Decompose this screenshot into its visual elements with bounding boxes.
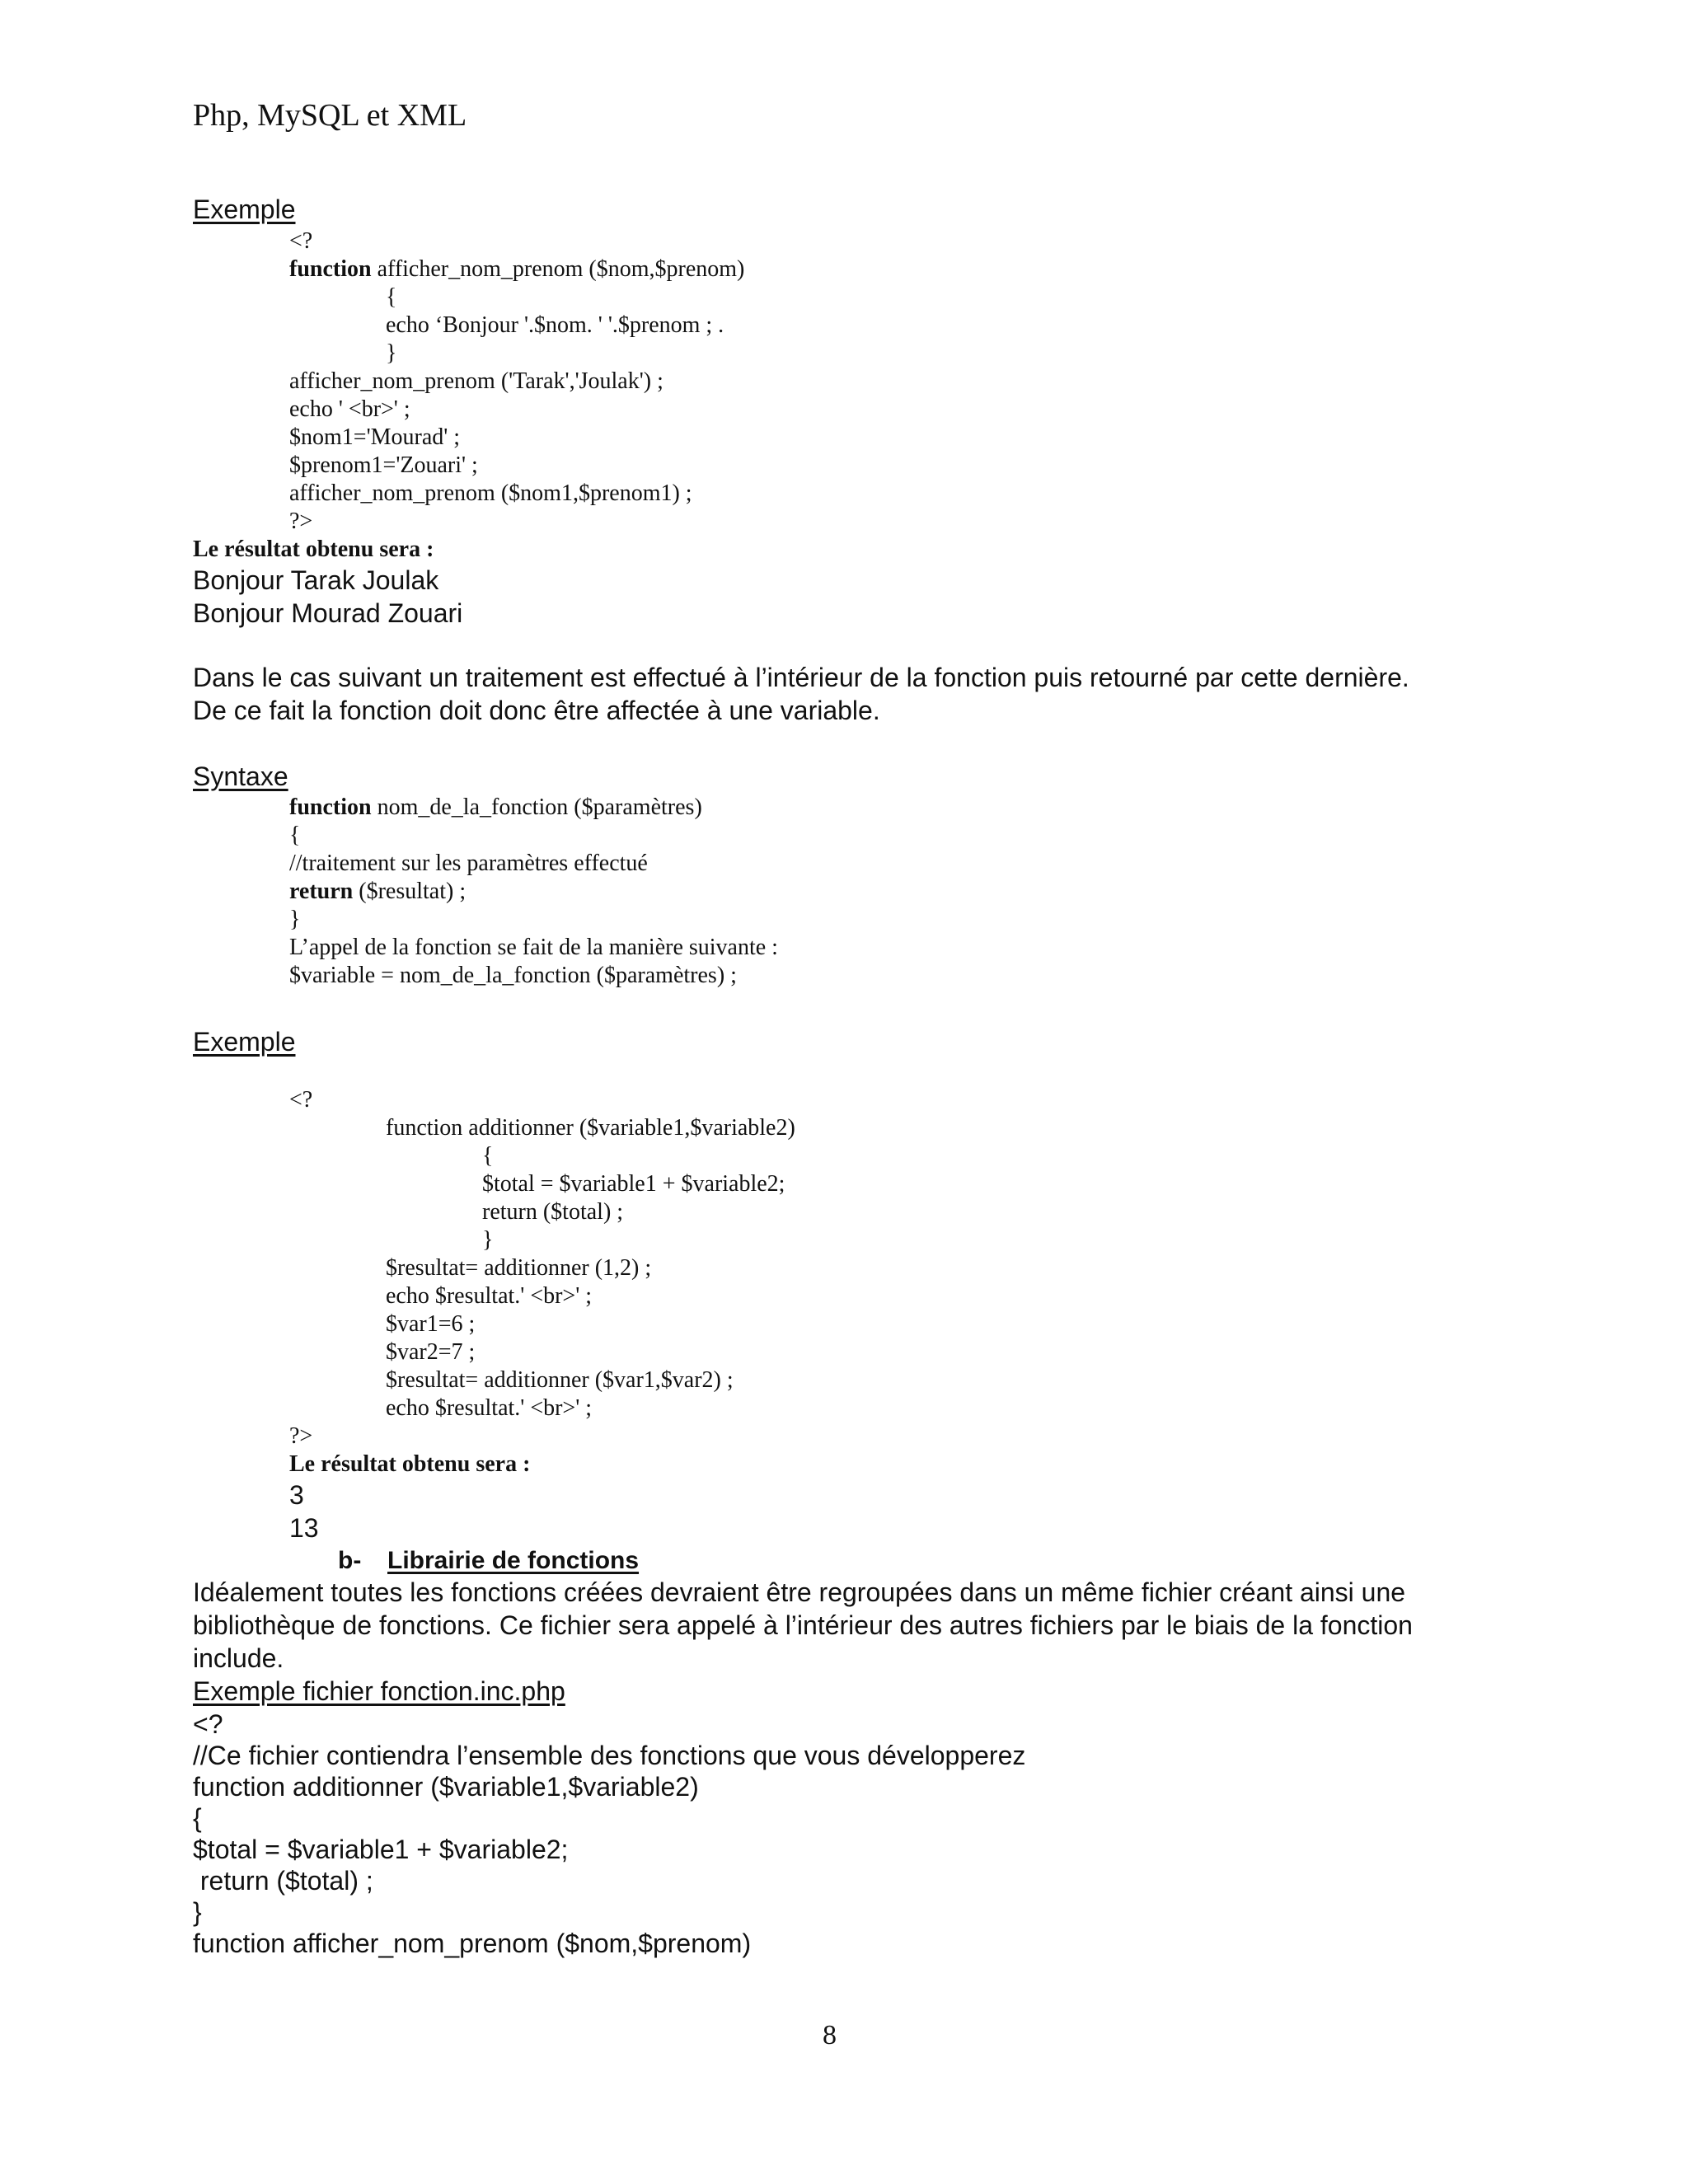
code-line: <? bbox=[289, 228, 313, 254]
code-line bbox=[289, 878, 466, 906]
code-line: <? bbox=[193, 1709, 223, 1739]
section-title: Librairie de fonctions bbox=[387, 1547, 640, 1574]
code-line bbox=[289, 794, 702, 822]
code-line: echo ' <br>' ; bbox=[289, 396, 410, 422]
code-line: $var1=6 ; bbox=[386, 1311, 476, 1337]
code-line: { bbox=[482, 1143, 494, 1169]
code-line: ?> bbox=[289, 1423, 313, 1449]
code-line bbox=[289, 255, 744, 284]
paragraph-line: bibliothèque de fonctions. Ce fichier sera appelé à l’intérieur des autres fichiers par le biais de la fonction bbox=[193, 1610, 1413, 1640]
code-line: <? bbox=[289, 1087, 313, 1113]
code-text: nom_de_la_fonction ($paramètres) bbox=[371, 794, 702, 820]
keyword: function bbox=[289, 256, 372, 282]
section-marker: b- bbox=[338, 1547, 362, 1574]
code-line: //Ce fichier contiendra l’ensemble des fonctions que vous développerez bbox=[193, 1741, 1026, 1770]
code-line: return ($total) ; bbox=[482, 1199, 624, 1225]
code-text: afficher_nom_prenom ($nom,$prenom) bbox=[371, 256, 745, 282]
code-line: echo $resultat.' <br>' ; bbox=[386, 1283, 593, 1309]
code-line: $total = $variable1 + $variable2; bbox=[482, 1171, 785, 1197]
code-line: } bbox=[289, 907, 301, 932]
code-text: ($resultat) ; bbox=[353, 879, 467, 904]
code-line: } bbox=[193, 1897, 202, 1927]
code-line: L’appel de la fonction se fait de la manière suivante : bbox=[289, 935, 778, 960]
code-line: $total = $variable1 + $variable2; bbox=[193, 1835, 569, 1864]
result-label: Le résultat obtenu sera : bbox=[193, 537, 434, 562]
code-line: { bbox=[289, 823, 301, 848]
code-line: afficher_nom_prenom ($nom1,$prenom1) ; bbox=[289, 480, 692, 506]
page-number: 8 bbox=[823, 2020, 837, 2050]
code-line: $prenom1='Zouari' ; bbox=[289, 452, 478, 478]
code-line: $nom1='Mourad' ; bbox=[289, 424, 461, 450]
code-line: function additionner ($variable1,$variable2) bbox=[386, 1115, 795, 1141]
example-heading: Exemple bbox=[193, 194, 296, 224]
paragraph-line: Dans le cas suivant un traitement est effectué à l’intérieur de la fonction puis retourné par cette dernière. bbox=[193, 663, 1409, 692]
code-line: $resultat= additionner ($var1,$var2) ; bbox=[386, 1367, 734, 1393]
example-heading: Exemple bbox=[193, 1027, 296, 1057]
result-label: Le résultat obtenu sera : bbox=[289, 1451, 531, 1477]
result-line: Bonjour Tarak Joulak bbox=[193, 565, 439, 595]
code-line: afficher_nom_prenom ('Tarak','Joulak') ; bbox=[289, 368, 663, 394]
code-line: { bbox=[386, 284, 397, 310]
code-line: function afficher_nom_prenom ($nom,$prenom) bbox=[193, 1929, 752, 1958]
paragraph-line: Idéalement toutes les fonctions créées devraient être regroupées dans un même fichier créant ainsi une bbox=[193, 1577, 1406, 1607]
keyword: return bbox=[289, 879, 354, 904]
code-line: echo ‘Bonjour '.$nom. ' '.$prenom ; . bbox=[386, 312, 724, 338]
code-line: } bbox=[386, 340, 397, 366]
code-line: function additionner ($variable1,$variable2) bbox=[193, 1772, 699, 1802]
syntax-heading: Syntaxe bbox=[193, 762, 288, 791]
paragraph-line: include. bbox=[193, 1643, 284, 1673]
code-line: $variable = nom_de_la_fonction ($paramètres) ; bbox=[289, 963, 737, 988]
code-line: ?> bbox=[289, 509, 313, 534]
code-line: { bbox=[193, 1803, 202, 1833]
example-heading: Exemple fichier fonction.inc.php bbox=[193, 1676, 565, 1706]
code-line: return ($total) ; bbox=[193, 1866, 373, 1896]
keyword: function bbox=[289, 794, 372, 820]
code-line: //traitement sur les paramètres effectué bbox=[289, 851, 648, 876]
result-line: 13 bbox=[289, 1513, 319, 1543]
result-line: Bonjour Mourad Zouari bbox=[193, 598, 463, 628]
code-line: $var2=7 ; bbox=[386, 1339, 476, 1365]
code-line: echo $resultat.' <br>' ; bbox=[386, 1395, 593, 1421]
code-line: $resultat= additionner (1,2) ; bbox=[386, 1255, 652, 1281]
result-line: 3 bbox=[289, 1480, 304, 1510]
paragraph-line: De ce fait la fonction doit donc être affectée à une variable. bbox=[193, 696, 880, 725]
code-line: } bbox=[482, 1227, 494, 1253]
running-header: Php, MySQL et XML bbox=[193, 98, 467, 133]
